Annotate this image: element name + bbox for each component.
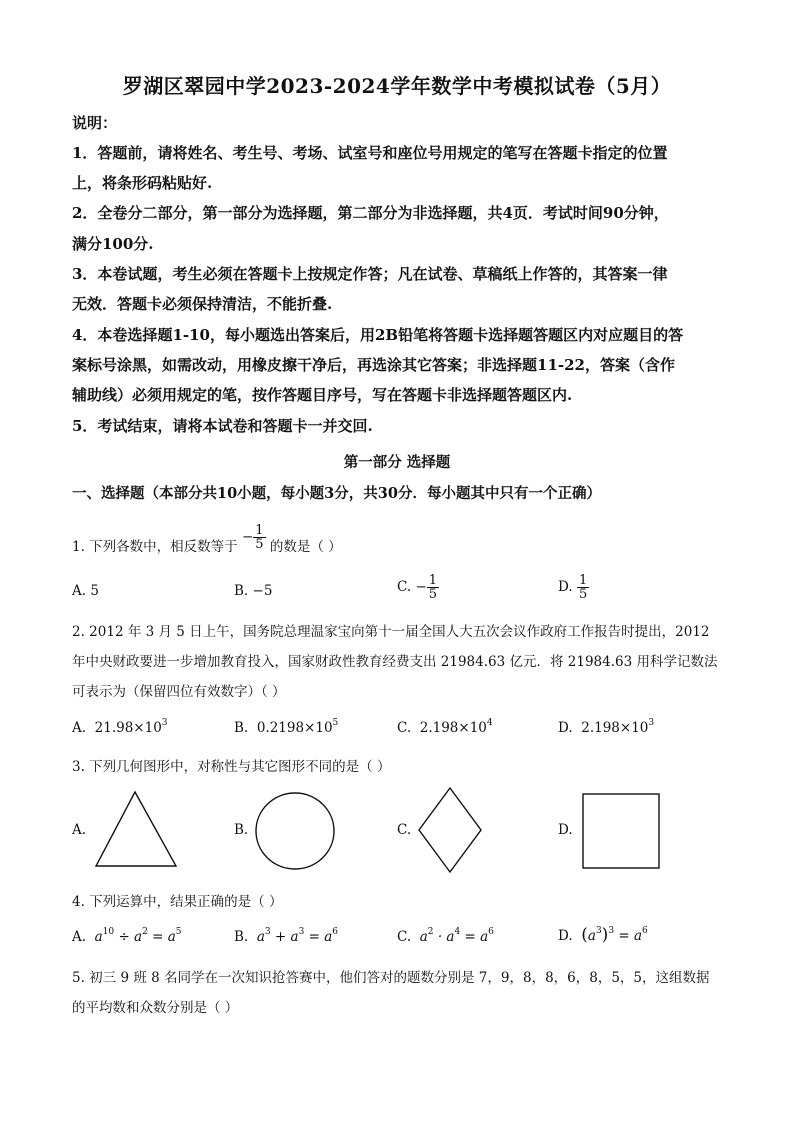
q2-a-exp: 3 xyxy=(161,718,168,728)
q1-option-a: A. 5 xyxy=(72,583,99,599)
q1-fraction xyxy=(242,524,266,551)
intro-label: 说明： xyxy=(72,114,118,132)
q4-option-a xyxy=(72,927,182,945)
question-1 xyxy=(72,523,342,561)
rhombus-shape xyxy=(417,786,483,874)
note-line: 5．考试结束，请将本试卷和答题卡一并交回. xyxy=(72,417,373,435)
q2-option-a xyxy=(72,718,168,736)
note-line: 上，将条形码粘贴好. xyxy=(72,174,213,192)
q1-option-c xyxy=(397,574,439,601)
q4-d-label: D. xyxy=(558,928,573,944)
square-shape xyxy=(582,793,660,869)
q4-d-expression: $(a^3)^3 = a^6$ xyxy=(581,925,648,945)
q1-stem-end: 的数是（ ） xyxy=(269,539,342,555)
question-4: 4. 下列运算中，结果正确的是（ ） xyxy=(72,894,283,910)
note-line: 满分100分. xyxy=(72,235,154,253)
q2-option-d xyxy=(558,718,654,736)
q3-option-c-label: C. xyxy=(397,822,412,838)
q1-d-num: 1 xyxy=(578,573,588,588)
q2-a-base: 21.98×10 xyxy=(94,720,162,736)
q4-a-expression: $a^{10} \div a^2 = a^5$ xyxy=(94,927,182,945)
q4-c-expression: $a^2 \cdot a^4 = a^6$ xyxy=(419,927,494,945)
circle-shape xyxy=(254,792,336,872)
note-line: 2．全卷分二部分，第一部分为选择题，第二部分为非选择题，共4页．考试时间90分钟， xyxy=(72,204,669,222)
question-5-line: 的平均数和众数分别是（ ） xyxy=(72,1000,239,1016)
question-2-line: 可表示为（保留四位有效数字）（ ） xyxy=(72,684,286,700)
q2-d-label: D. xyxy=(558,720,573,736)
q1-stem-start: 1. 下列各数中，相反数等于 xyxy=(72,539,238,555)
q4-a-label: A. xyxy=(72,929,87,945)
q4-b-label: B. xyxy=(234,929,249,945)
note-line: 案标号涂黑，如需改动，用橡皮擦干净后，再选涂其它答案；非选择题11-22，答案（含作 xyxy=(72,356,675,374)
q2-d-base: 2.198×10 xyxy=(581,720,649,736)
q4-c-label: C. xyxy=(397,929,412,945)
q3-option-a-label: A. xyxy=(72,822,87,838)
question-2-line: 年中央财政要进一步增加教育投入，国家财政性教育经费支出 21984.63 亿元．将 21984.63 用科学记数法 xyxy=(72,654,718,670)
q2-b-base: 0.2198×10 xyxy=(256,720,333,736)
part-title: 第一部分 选择题 xyxy=(343,454,451,471)
q1-c-sign: − xyxy=(415,579,427,595)
q2-b-label: B. xyxy=(234,720,249,736)
q1-d-label: D. xyxy=(558,579,573,595)
q1-frac-num: 1 xyxy=(255,523,264,538)
q4-option-c xyxy=(397,927,494,945)
triangle-shape xyxy=(94,790,178,868)
q1-c-num: 1 xyxy=(428,573,438,588)
q4-option-b xyxy=(234,927,338,945)
section-heading: 一、选择题（本部分共10小题，每小题3分，共30分．每小题其中只有一个正确） xyxy=(72,485,601,502)
q2-b-exp: 5 xyxy=(332,718,339,728)
note-line: 无效．答题卡必须保持清洁，不能折叠. xyxy=(72,295,333,313)
q2-c-base: 2.198×10 xyxy=(419,720,487,736)
q2-d-exp: 3 xyxy=(648,718,655,728)
q2-c-label: C. xyxy=(397,720,412,736)
note-line: 1．答题前，请将姓名、考生号、考场、试室号和座位号用规定的笔写在答题卡指定的位置 xyxy=(72,144,668,162)
note-line: 辅助线）必须用规定的笔，按作答题目序号，写在答题卡非选择题答题区内. xyxy=(72,386,573,404)
q3-option-b-label: B. xyxy=(234,822,249,838)
q1-d-den: 5 xyxy=(578,587,588,602)
note-line: 3．本卷试题，考生必须在答题卡上按规定作答；凡在试卷、草稿纸上作答的，其答案一律 xyxy=(72,265,668,283)
q4-option-d xyxy=(558,925,648,945)
page-title: 罗湖区翠园中学2023-2024学年数学中考模拟试卷（5月） xyxy=(122,74,672,98)
note-line: 4．本卷选择题1-10，每小题选出答案后，用2B铅笔将答题卡选择题答题区内对应题目的答 xyxy=(72,326,684,344)
q1-c-den: 5 xyxy=(428,587,438,602)
q2-a-label: A. xyxy=(72,720,87,736)
q1-c-label: C. xyxy=(397,579,412,595)
question-2-line: 2. 2012 年 3 月 5 日上午，国务院总理温家宝向第十一届全国人大五次会议作政府工作报告时提出，2012 xyxy=(72,624,710,640)
q3-option-d-label: D. xyxy=(558,822,573,838)
q2-option-c xyxy=(397,718,493,736)
q1-option-b: B. −5 xyxy=(234,583,273,599)
q1-frac-den: 5 xyxy=(255,537,264,552)
question-3: 3. 下列几何图形中，对称性与其它图形不同的是（ ） xyxy=(72,759,391,775)
q2-c-exp: 4 xyxy=(486,718,493,728)
q1-option-d xyxy=(558,574,589,601)
q2-option-b xyxy=(234,718,338,736)
q4-b-expression: $a^3 + a^3 = a^6$ xyxy=(256,927,338,945)
q1-frac-sign: − xyxy=(241,529,254,545)
question-5-line: 5. 初三 9 班 8 名同学在一次知识抢答赛中，他们答对的题数分别是 7，9，8，8，6，8，5，5，这组数据 xyxy=(72,970,710,986)
